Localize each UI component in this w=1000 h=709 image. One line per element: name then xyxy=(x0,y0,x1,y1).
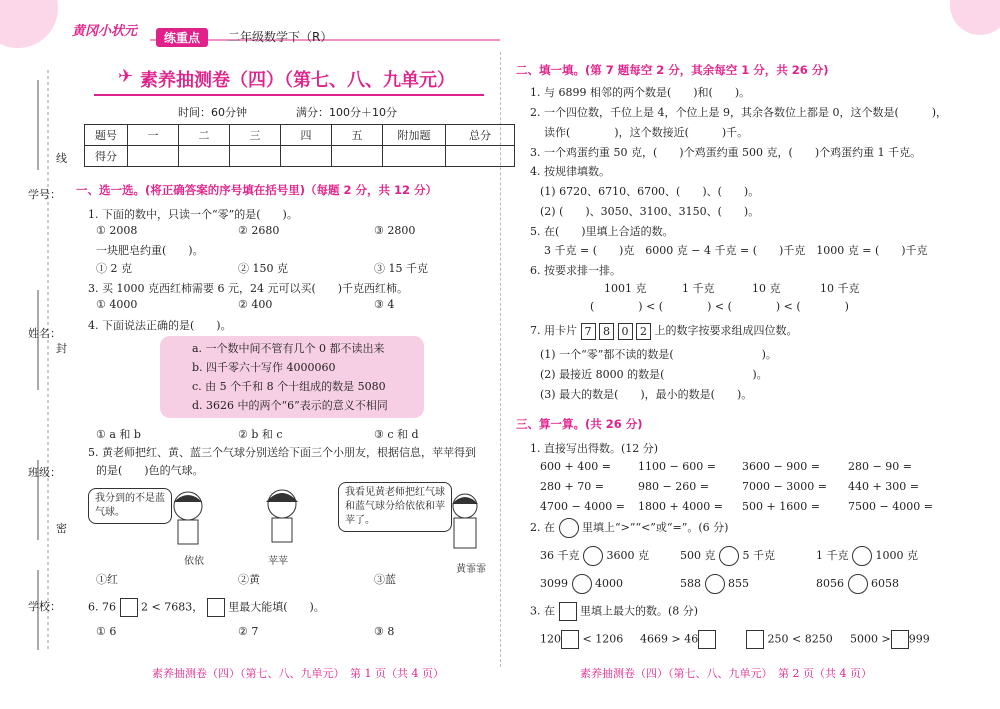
kid-name: 苹苹 xyxy=(268,556,288,567)
rocket-icon: ✈ xyxy=(118,66,134,87)
seal-seal: 封 xyxy=(56,342,67,355)
statement: c. 由 5 个千和 8 个十组成的数是 5080 xyxy=(192,380,386,393)
score-row-label: 得分 xyxy=(85,146,128,167)
statement: d. 3626 中的两个“6”表示的意义不相同 xyxy=(192,399,388,412)
q1-option[interactable]: ① 2008 xyxy=(96,224,138,237)
name-label: 姓名： xyxy=(28,327,61,340)
score-cell[interactable] xyxy=(179,146,230,167)
q5-text: 5. 黄老师把红、黄、蓝三个气球分别送给下面三个小朋友，根据信息，苹苹得到 xyxy=(88,446,476,459)
girl-illustration xyxy=(252,484,312,548)
fill-title: 里填上最大的数。(8 分) xyxy=(580,604,699,618)
fill-item: (1) 一个“零”都不读的数是( )。 xyxy=(540,348,777,361)
calc-item: 440 + 300 = xyxy=(848,480,919,493)
compare-circle[interactable] xyxy=(572,574,592,594)
score-cell[interactable] xyxy=(383,146,446,167)
score-header: 总分 xyxy=(446,125,515,146)
fill-item: 4. 按规律填数。 xyxy=(530,165,610,178)
compare-right: 4000 xyxy=(595,577,623,590)
q3-option[interactable]: ② 400 xyxy=(238,298,273,311)
card: 2 xyxy=(636,323,651,340)
q2-option[interactable]: ② 150 克 xyxy=(238,262,288,275)
score-header: 题号 xyxy=(85,125,128,146)
score-header: 附加题 xyxy=(383,125,446,146)
fill-left: 5000 > xyxy=(850,632,891,646)
q5-option[interactable]: ②黄 xyxy=(238,573,260,586)
fill-box[interactable] xyxy=(746,630,764,649)
q5-text-cont: 的是( )色的气球。 xyxy=(96,464,204,477)
score-header: 四 xyxy=(281,125,332,146)
weight-word: 10 克 xyxy=(752,282,781,295)
compare-circle-sample xyxy=(559,518,579,538)
fill-item: (2) ( )、3050、3100、3150、( )。 xyxy=(540,205,760,218)
compare-circle[interactable] xyxy=(583,546,603,566)
speech-bubble: 我分到的不是蓝气球。 xyxy=(88,488,172,524)
order-blanks[interactable]: ( ) < ( ) < ( ) < ( ) xyxy=(590,300,849,313)
fill-item: 2. 一个四位数，千位上是 4，个位上是 9，其余各数位上都是 0，这个数是( )， xyxy=(530,106,948,119)
q6-option[interactable]: ③ 8 xyxy=(374,625,395,638)
score-cell[interactable] xyxy=(332,146,383,167)
compare-circle[interactable] xyxy=(852,546,872,566)
compare-left: 500 克 xyxy=(680,549,716,562)
fill-box[interactable] xyxy=(561,630,579,649)
fill-item: 读作( )，这个数接近( )千。 xyxy=(544,126,749,139)
girl-illustration xyxy=(440,490,490,556)
fill-box[interactable] xyxy=(891,630,909,649)
calc-title: 1. 直接写出得数。(12 分) xyxy=(530,442,659,455)
fill-box[interactable] xyxy=(698,630,716,649)
score-cell[interactable] xyxy=(446,146,515,167)
fill-item: 5. 在( )里填上合适的数。 xyxy=(530,225,674,238)
weight-word: 1 千克 xyxy=(682,282,715,295)
compare-left: 1 千克 xyxy=(816,549,849,562)
score-cell[interactable] xyxy=(128,146,179,167)
calc-item: 980 − 260 = xyxy=(638,480,709,493)
fill-item: 6. 按要求排一排。 xyxy=(530,264,621,277)
q4-text: 4. 下面说法正确的是( )。 xyxy=(88,319,232,332)
q3-text: 3. 买 1000 克西红柿需要 6 元，24 元可以买( )千克西红柿。 xyxy=(88,282,409,295)
student-id-label: 学号： xyxy=(28,188,61,201)
fill-right: < 1206 xyxy=(582,632,624,646)
fill-item: 7. 用卡片 xyxy=(530,324,577,337)
compare-left: 588 xyxy=(680,577,701,590)
q4-option[interactable]: ① a 和 b xyxy=(96,428,141,441)
q6-option[interactable]: ② 7 xyxy=(238,625,259,638)
score-header: 三 xyxy=(230,125,281,146)
fill-right: 999 xyxy=(908,632,930,646)
calc-item: 1100 − 600 = xyxy=(638,460,716,473)
digit-box[interactable] xyxy=(207,598,225,617)
score-table xyxy=(84,124,515,167)
compare-right: 1000 克 xyxy=(875,549,918,562)
card: 7 xyxy=(581,323,596,340)
footer-left: 素养抽测卷（四）（第七、八、九单元） 第 1 页（共 4 页） xyxy=(152,667,444,680)
score-cell[interactable] xyxy=(281,146,332,167)
calc-item: 7000 − 3000 = xyxy=(742,480,827,493)
class-label: 班级： xyxy=(28,466,61,479)
statement: b. 四千零六十写作 4000060 xyxy=(192,361,336,374)
compare-circle[interactable] xyxy=(719,546,739,566)
compare-right: 5 千克 xyxy=(742,549,775,562)
score-header: 五 xyxy=(332,125,383,146)
compare-right: 855 xyxy=(728,577,749,590)
score-header: 二 xyxy=(179,125,230,146)
q5-option[interactable]: ①红 xyxy=(96,573,118,586)
section1-heading: 一、选一选。(将正确答案的序号填在括号里)（每题 2 分，共 12 分） xyxy=(76,183,438,197)
card: 8 xyxy=(599,323,614,340)
speech-bubble: 我看见黄老师把红气球和蓝气球分给依依和苹苹了。 xyxy=(338,482,452,532)
q1-option[interactable]: ② 2680 xyxy=(238,224,280,237)
grade-label: 二年级数学下（R） xyxy=(228,30,333,44)
statement: a. 一个数中间不管有几个 0 都不读出来 xyxy=(192,342,385,355)
weight-word: 10 千克 xyxy=(820,282,860,295)
q2-text: 一块肥皂约重( )。 xyxy=(96,244,204,257)
q2-option[interactable]: ① 2 克 xyxy=(96,262,132,275)
compare-left: 3099 xyxy=(540,577,568,590)
score-cell[interactable] xyxy=(230,146,281,167)
q4-option[interactable]: ③ c 和 d xyxy=(374,428,419,441)
fill-item: (1) 6720、6710、6700、( )、( )。 xyxy=(540,185,760,198)
fill-item: (3) 最大的数是( )，最小的数是( )。 xyxy=(540,388,753,401)
girl-illustration xyxy=(158,488,218,548)
card: 0 xyxy=(618,323,633,340)
calc-item: 1800 + 4000 = xyxy=(638,500,723,513)
q3-option[interactable]: ③ 4 xyxy=(374,298,395,311)
brand-logo: 黄冈小状元 xyxy=(72,24,138,39)
q3-option[interactable]: ① 4000 xyxy=(96,298,138,311)
fill-item: 3 千克 = ( )克 6000 克 − 4 千克 = ( )千克 1000 克 = ( )千克 xyxy=(544,244,928,257)
q6-text: 6. 76 xyxy=(88,600,116,614)
top-banner xyxy=(0,0,1000,48)
time-label: 时间：60分钟 xyxy=(178,106,247,119)
q6-text: 2 < 7683， xyxy=(141,600,204,614)
fill-item: 1. 与 6899 相邻的两个数是( )和( )。 xyxy=(530,86,751,99)
weight-word: 1001 克 xyxy=(604,282,647,295)
compare-left: 36 千克 xyxy=(540,549,580,562)
q6-text: 里最大能填( )。 xyxy=(228,600,325,614)
seal-line: 线 xyxy=(56,152,67,165)
q6-option[interactable]: ① 6 xyxy=(96,625,117,638)
school-label: 学校： xyxy=(28,600,61,613)
calc-item: 4700 − 4000 = xyxy=(540,500,625,513)
fill-title: 3. 在 xyxy=(530,604,555,618)
score-header: 一 xyxy=(128,125,179,146)
calc-item: 600 + 400 = xyxy=(540,460,611,473)
calc-item: 7500 − 4000 = xyxy=(848,500,933,513)
compare-circle[interactable] xyxy=(705,574,725,594)
section2-heading: 二、填一填。(第 7 题每空 2 分，其余每空 1 分，共 26 分) xyxy=(516,63,829,77)
q1-option[interactable]: ③ 2800 xyxy=(374,224,416,237)
badge: 练重点 xyxy=(156,28,208,47)
q4-option[interactable]: ② b 和 c xyxy=(238,428,283,441)
compare-title: 2. 在 xyxy=(530,521,555,534)
fill-right: 250 < 8250 xyxy=(767,632,833,646)
calc-item: 500 + 1600 = xyxy=(742,500,820,513)
digit-box[interactable] xyxy=(120,598,138,617)
compare-title: 里填上“>”“<”或“=”。(6 分) xyxy=(582,521,729,534)
seal-close: 密 xyxy=(56,522,67,535)
calc-item: 280 + 70 = xyxy=(540,480,604,493)
kid-name: 黄霏霏 xyxy=(456,564,486,575)
fill-left: 4669 > 46 xyxy=(640,632,699,646)
compare-right: 3600 克 xyxy=(606,549,649,562)
compare-left: 8056 xyxy=(816,577,844,590)
compare-circle[interactable] xyxy=(848,574,868,594)
q2-option[interactable]: ③ 15 千克 xyxy=(374,262,428,275)
q1-text: 1. 下面的数中，只读一个“零”的是( )。 xyxy=(88,208,298,221)
fill-item: 3. 一个鸡蛋约重 50 克，( )个鸡蛋约重 500 克，( )个鸡蛋约重 1 千克。 xyxy=(530,146,922,159)
fill-left: 120 xyxy=(540,632,561,646)
section3-heading: 三、算一算。(共 26 分) xyxy=(516,417,643,431)
fill-box-sample xyxy=(559,602,577,621)
score-label: 满分：100分＋10分 xyxy=(296,106,397,119)
q5-option[interactable]: ③蓝 xyxy=(374,573,396,586)
footer-right: 素养抽测卷（四）（第七、八、九单元） 第 2 页（共 4 页） xyxy=(580,667,872,680)
kid-name: 依依 xyxy=(184,556,204,567)
fill-item: 上的数字按要求组成四位数。 xyxy=(654,324,798,337)
fill-item: (2) 最接近 8000 的数是( )。 xyxy=(540,368,768,381)
calc-item: 280 − 90 = xyxy=(848,460,912,473)
page-title: 素养抽测卷（四）（第七、八、九单元） xyxy=(140,70,455,91)
calc-item: 3600 − 900 = xyxy=(742,460,820,473)
compare-right: 6058 xyxy=(871,577,899,590)
